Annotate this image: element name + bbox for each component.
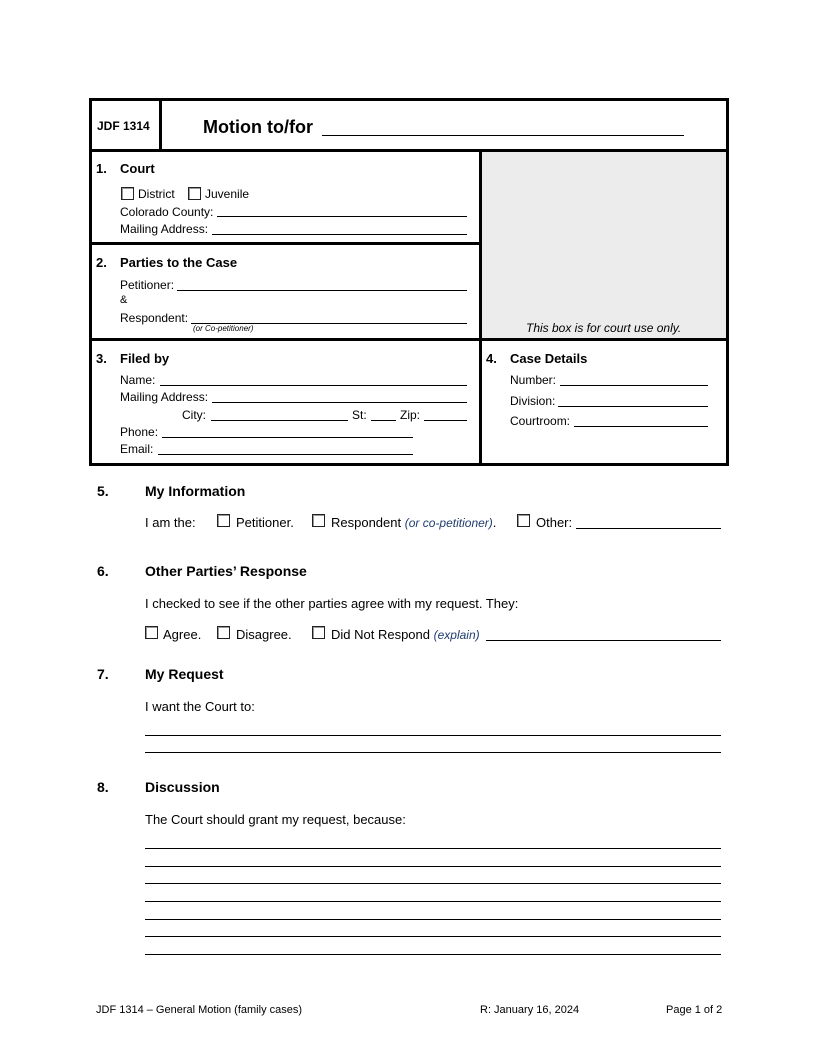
court-address-field[interactable]: [212, 234, 467, 235]
petitioner-checkbox[interactable]: [217, 514, 230, 527]
parties-number: 2.: [96, 255, 107, 270]
county-label: Colorado County:: [120, 205, 214, 219]
no-response-text: Did Not Respond: [331, 627, 430, 642]
city-label: City:: [182, 408, 206, 422]
discussion-line[interactable]: [145, 866, 721, 867]
court-use-note: This box is for court use only.: [526, 321, 682, 335]
section-number: 5.: [97, 483, 109, 499]
division-field[interactable]: [558, 406, 708, 407]
case-details-number: 4.: [486, 351, 497, 366]
respondent-note: (or Co-petitioner): [193, 324, 254, 333]
state-label: St:: [352, 408, 367, 422]
zip-label: Zip:: [400, 408, 421, 422]
response-prompt: I checked to see if the other parties agree with my request. They:: [145, 596, 519, 611]
phone-field[interactable]: [162, 437, 413, 438]
courtroom-field[interactable]: [574, 426, 708, 427]
disagree-checkbox[interactable]: [217, 626, 230, 639]
district-label: District: [138, 187, 175, 201]
other-checkbox[interactable]: [517, 514, 530, 527]
parties-heading: Parties to the Case: [120, 255, 238, 270]
section-heading: Discussion: [145, 779, 220, 795]
divider: [159, 98, 162, 151]
petitioner-label: Petitioner:: [120, 278, 175, 292]
agree-checkbox[interactable]: [145, 626, 158, 639]
disagree-label: Disagree.: [236, 627, 292, 642]
juvenile-checkbox[interactable]: [188, 187, 201, 200]
divider: [89, 338, 729, 341]
i-am-label: I am the:: [145, 515, 196, 530]
section-number: 8.: [97, 779, 109, 795]
respondent-text: Respondent: [331, 515, 402, 530]
court-address-label: Mailing Address:: [120, 222, 209, 236]
name-field[interactable]: [160, 385, 467, 386]
section-heading: My Request: [145, 666, 224, 682]
court-use-area: [482, 152, 726, 338]
zip-field[interactable]: [424, 420, 467, 421]
discussion-line[interactable]: [145, 883, 721, 884]
respondent-checkbox[interactable]: [312, 514, 325, 527]
co-petitioner-note: (or co-petitioner): [404, 516, 493, 530]
request-prompt: I want the Court to:: [145, 699, 255, 714]
period: .: [492, 515, 497, 530]
courtroom-label: Courtroom:: [510, 414, 571, 428]
court-number: 1.: [96, 161, 107, 176]
city-field[interactable]: [211, 420, 348, 421]
discussion-line[interactable]: [145, 919, 721, 920]
petitioner-option-label: Petitioner.: [236, 515, 294, 530]
county-field[interactable]: [217, 216, 467, 217]
filer-address-field[interactable]: [212, 402, 467, 403]
name-label: Name:: [120, 373, 156, 387]
phone-label: Phone:: [120, 425, 159, 439]
section-heading: My Information: [145, 483, 246, 499]
no-response-label: [331, 627, 480, 642]
discussion-line[interactable]: [145, 901, 721, 902]
motion-title-field[interactable]: [322, 135, 684, 136]
other-option-label: Other:: [536, 515, 573, 530]
filed-by-heading: Filed by: [120, 351, 170, 366]
discussion-line[interactable]: [145, 936, 721, 937]
explain-field[interactable]: [486, 640, 721, 641]
district-checkbox[interactable]: [121, 187, 134, 200]
footer-form-name: JDF 1314 – General Motion (family cases): [96, 1004, 303, 1016]
other-field[interactable]: [576, 528, 721, 529]
division-label: Division:: [510, 394, 556, 408]
section-number: 6.: [97, 563, 109, 579]
discussion-line[interactable]: [145, 848, 721, 849]
agree-label: Agree.: [163, 627, 202, 642]
form-number: JDF 1314: [97, 119, 150, 133]
email-label: Email:: [120, 442, 154, 456]
filed-by-number: 3.: [96, 351, 107, 366]
section-number: 7.: [97, 666, 109, 682]
case-number-field[interactable]: [560, 385, 708, 386]
page-title: Motion to/for: [203, 117, 313, 137]
juvenile-label: Juvenile: [205, 187, 250, 201]
footer-page-number: Page 1 of 2: [666, 1004, 723, 1016]
discussion-prompt: The Court should grant my request, because:: [145, 812, 406, 827]
no-response-checkbox[interactable]: [312, 626, 325, 639]
request-line[interactable]: [145, 752, 721, 753]
discussion-line[interactable]: [145, 954, 721, 955]
ampersand: &: [120, 294, 128, 306]
filer-address-label: Mailing Address:: [120, 390, 209, 404]
respondent-option-label: [331, 515, 496, 530]
respondent-label: Respondent:: [120, 311, 189, 325]
state-field[interactable]: [371, 420, 396, 421]
court-heading: Court: [120, 161, 155, 176]
case-details-heading: Case Details: [510, 351, 588, 366]
request-line[interactable]: [145, 735, 721, 736]
petitioner-field[interactable]: [177, 290, 467, 291]
email-field[interactable]: [158, 454, 413, 455]
section-heading: Other Parties’ Response: [145, 563, 307, 579]
explain-note: (explain): [433, 628, 480, 642]
divider: [89, 242, 482, 245]
footer-revision: R: January 16, 2024: [480, 1004, 580, 1016]
case-number-label: Number:: [510, 373, 557, 387]
